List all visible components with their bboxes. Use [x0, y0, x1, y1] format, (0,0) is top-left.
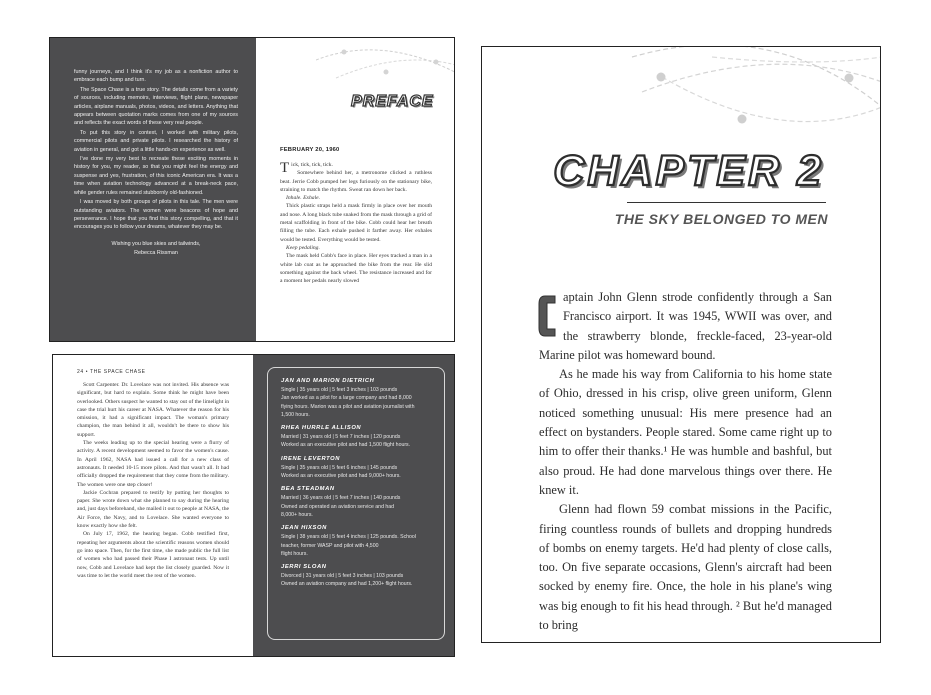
bio-name: BEA STEADMAN	[281, 486, 335, 493]
bio-name: JERRI SLOAN	[281, 564, 327, 571]
chapter-paragraph: Glenn had flown 59 combat missions in the Pacific, firing countless rounds of bullets and dropping hundreds of bombs on enemy targets. He'd had plenty of close calls, too. On five separate occasions, Glenn's aircraft had been socked by enemy fire. Once, the hole in his plane's wing was big enough to fit his head through. ² But he'd managed to bring	[539, 502, 832, 633]
preface-paragraph: To put this story in context, I worked with military pilots, commercial pilots and private pilots. I researched the history of aviation in general, and got a little hands-on experience as well.	[74, 129, 238, 153]
preface-line: Inhale. Exhale.	[286, 195, 321, 202]
bio-line: Owned an aviation company and had 1,200+ flight hours.	[281, 581, 413, 588]
bio-name: IRENE LEVERTON	[281, 455, 341, 462]
bio-name: JAN AND MARION DIETRICH	[281, 378, 375, 384]
bio-entry	[281, 486, 434, 519]
preface-line: The mask held Cobb's face in place. Her eyes tracked a man in a white lab coat as he approached the bike from the rear. He slid something against the back wheel. The resistance increased and for a moment her pedals nearly slowed	[280, 253, 432, 285]
running-head: 24 • THE SPACE CHASE	[77, 369, 146, 375]
chapter-page	[481, 46, 881, 643]
orbit-decoration	[482, 47, 881, 227]
drop-cap-c-icon	[537, 292, 557, 340]
bio-entry	[281, 564, 434, 589]
body-paragraph: On July 17, 1962, the hearing began. Cobb testified first, repeating her arguments about the scientific reasons women should go into space. Then, for the first time, she made public the full list of women who had passed their Phase I astronaut tests. Up until now, Cobb and Lovelace had kept the list closely guarded. Now it was time to let the world meet the rest of the women.	[77, 531, 229, 579]
bio-line: flying hours. Marion was a pilot and aviation journalist with	[281, 403, 415, 410]
divider	[627, 202, 826, 203]
preface-line: Keep pedaling.	[286, 244, 320, 251]
preface-signoff: Wishing you blue skies and tailwinds,	[111, 240, 201, 247]
bio-line: Married | 31 years old | 5 feet 7 inches | 120 pounds	[281, 434, 401, 441]
bio-spread	[52, 354, 455, 657]
bio-line: Worked as an executive pilot and had 9,000+ hours.	[281, 473, 401, 480]
preface-line: Somewhere behind her, a metronome clicked a ruthless beat. Jerrie Cobb pumped her legs furiously on the stationary bike, straining to match the rhythm. Sweat ran down her back.	[280, 170, 432, 193]
chapter-paragraph: As he made his way from California to his home state of Ohio, dressed in his crisp, olive green uniform, Glenn noticed something unusual: His mere presence had an effect on bystanders. People stared. Some came right up to him to offer their thanks.¹ He was humble and bashful, but also proud. He had done marvelous things over there. He knew it.	[539, 367, 832, 497]
bio-entry	[281, 378, 434, 419]
bio-line: teacher, former WASP and pilot with 4,500	[281, 542, 379, 549]
chapter-body	[539, 288, 832, 635]
body-paragraph: Jackie Cochran prepared to testify by putting her thoughts to paper. She wrote down what she planned to say during the hearing and, just days beforehand, she mailed it out to people at NASA, the Air Force, the Navy, and to Lovelace. She wanted everyone to know exactly how she felt.	[77, 489, 229, 530]
bio-name: JEAN HIXSON	[281, 525, 327, 532]
bio-line: 8,000+ hours.	[281, 511, 313, 518]
bio-name: RHEA HURRLE ALLISON	[281, 425, 362, 432]
body-paragraph: The weeks leading up to the special hearing were a flurry of activity. A recent development seemed to favor the women's cause. In April 1962, NASA had issued a call for a new class of astronauts. It needed 10-15 more pilots. And that wasn't all. It had officially dropped the requirement that they come from the military. The women were one step closer!	[77, 440, 229, 488]
bio-line: flight hours.	[281, 550, 308, 557]
preface-paragraph: The Space Chase is a true story. The details come from a variety of sources, including memoirs, interviews, flight plans, newspaper articles, airplane manuals, photos, videos, and letters. Anything that appears between quotation marks comes from one of my sources and reflects the exact words of these very real people.	[74, 86, 238, 127]
chapter-title: CHAPTER 2	[553, 147, 824, 195]
bio-entry	[281, 425, 434, 450]
preface-line: Thick plastic straps held a mask firmly in place over her mouth and nose. A long black tube snaked from the mask through a grid of metal scaffolding in front of the bike. Cobb could hear her breath filling the tube. Each exhale pushed it farther away. Her exhales would be tested. Everything would be tested.	[280, 203, 432, 243]
bio-line: Single | 35 years old | 5 feet 3 inches | 103 pounds	[281, 387, 398, 393]
orbit-decoration	[316, 38, 454, 98]
chapter-subtitle: THE SKY BELONGED TO MEN	[614, 211, 828, 227]
bio-right-page	[253, 355, 454, 656]
preface-paragraph: I've done my very best to recreate these exciting moments in history for you, my reader, so that you might feel the energy and suspense and yes, frustration, of this iconic American era. It was a time when aviation technology advanced at a break-neck pace, while gender rules remained stubbornly old-fashioned.	[74, 156, 238, 196]
preface-title: PREFACE	[351, 93, 434, 110]
bio-line: Divorced | 31 years old | 5 feet 3 inches | 103 pounds	[281, 573, 404, 580]
preface-date: FEBRUARY 20, 1960	[280, 147, 340, 153]
preface-paragraph: I was moved by both groups of pilots in this tale. The men were outstanding aviators. The women were beacons of hope and perseverance. I hope that you find this story compelling, and that it encourages you to follow your dreams, whatever they may be.	[74, 199, 238, 231]
bio-line: Owned and operated an aviation service and had	[281, 503, 395, 510]
preface-spread	[49, 37, 455, 342]
bio-entry	[281, 525, 434, 558]
bio-line: Married | 36 years old | 5 feet 7 inches | 140 pounds	[281, 495, 401, 502]
bio-line: Single | 38 years old | 5 feet 4 inches | 125 pounds. School	[281, 534, 416, 541]
bio-line: Jan worked as a pilot for a large company and had 8,000	[281, 395, 412, 402]
bio-line: 1,500 hours.	[281, 411, 310, 418]
body-paragraph: Scott Carpenter. Dr. Lovelace was not invited. His absence was significant, but hard to explain. Some think he might have been overlooked. Others suspect he wanted to stay out of the limelight in case the trial hurt his career at NASA. Whatever the reason for his omission, it had a significant impact. The woman's primary champion, the man behind it all, wouldn't be there to show his support.	[77, 382, 229, 438]
preface-author: Rebecca Rissman	[134, 250, 178, 257]
bio-left-page	[53, 355, 253, 656]
bio-panel	[267, 367, 445, 640]
preface-line: ick, tick, tick, tick.	[291, 162, 333, 168]
bio-line: Worked as an executive pilot and had 1,500 flight hours.	[281, 442, 411, 449]
bio-entry	[281, 456, 434, 481]
preface-paragraph: funny journeys, and I think it's my job as a nonfiction author to embrace each bump and turn.	[74, 69, 238, 84]
chapter-paragraph: aptain John Glenn strode confidently through a San Francisco airport. It was 1945, WWII was over, and the strawberry blonde, freckle-faced, 23-year-old Marine pilot was homeward bound.	[539, 290, 832, 362]
bio-line: Single | 35 years old | 5 feet 6 inches | 145 pounds	[281, 464, 398, 471]
preface-body	[280, 161, 432, 285]
drop-letter: T	[280, 160, 290, 176]
preface-left-page	[50, 38, 256, 341]
preface-right-page	[256, 38, 454, 341]
